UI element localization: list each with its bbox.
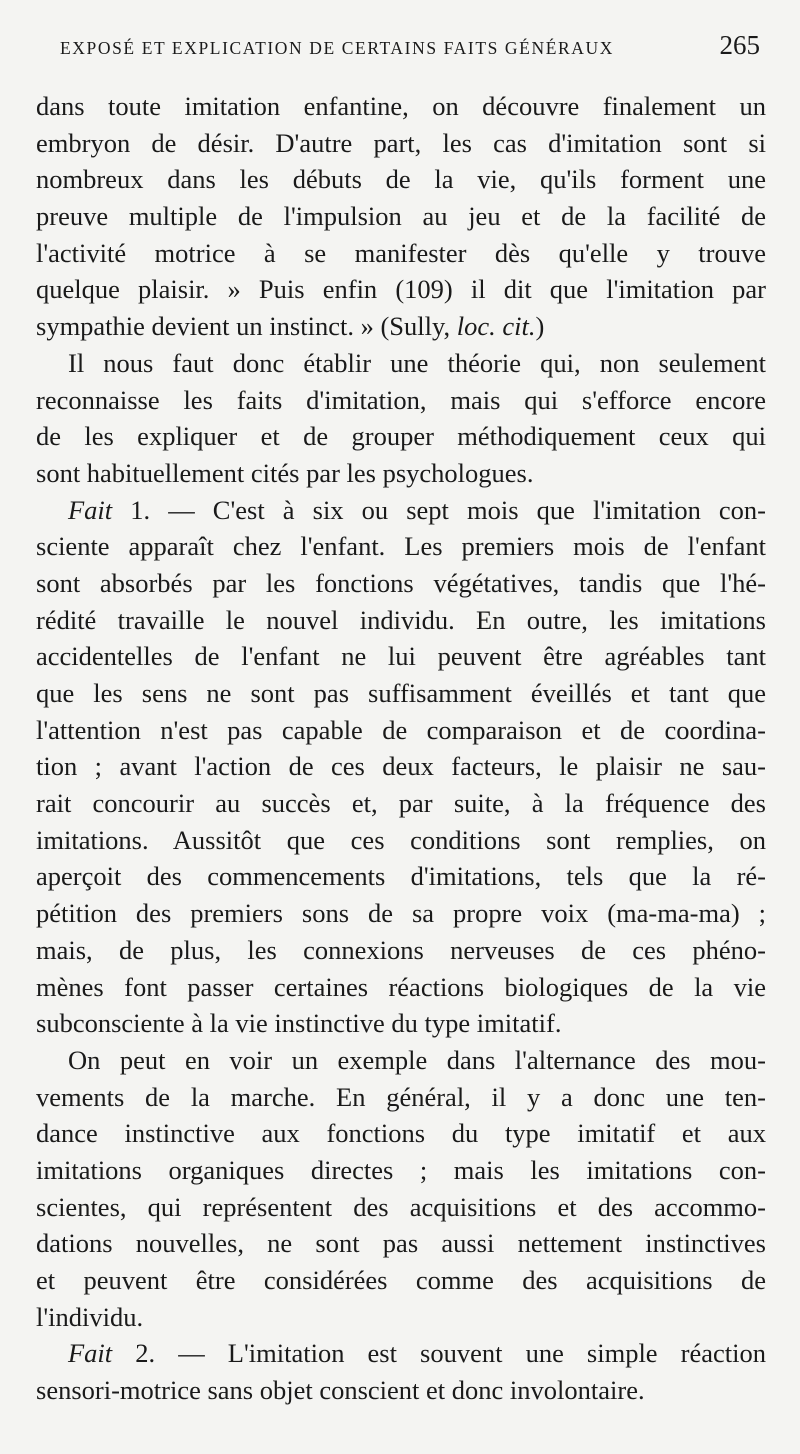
text-line: embryon de désir. D'autre part, les cas d'imitation sont si	[36, 127, 766, 158]
text-line: que les sens ne sont pas suffisamment éveillés et tant que	[36, 678, 766, 708]
text-line	[36, 308, 766, 345]
text-line: accidentelles de l'enfant ne lui peuvent être agréables tant	[36, 641, 766, 672]
text-line: rédité travaille le nouvel individu. En outre, les imitations	[36, 604, 766, 635]
text-line: scientes, qui représentent des acquisitions et des accommo-	[36, 1191, 766, 1222]
text-line: dance instinctive aux fonctions du type imitatif et aux	[36, 1118, 766, 1149]
text-line: preuve multiple de l'impulsion au jeu et de la facilité de	[36, 201, 766, 232]
text-line: et peuvent être considérées comme des acquisitions de	[36, 1265, 766, 1295]
text-line: sont absorbés par les fonctions végétatives, tandis que l'hé-	[36, 567, 766, 598]
text-line: quelque plaisir. » Puis enfin (109) il dit que l'imitation par	[36, 274, 766, 305]
text-line: tion ; avant l'action de ces deux facteurs, le plaisir ne sau-	[36, 751, 766, 782]
text-line: de les expliquer et de grouper méthodiquement ceux qui	[36, 421, 766, 452]
text-line: Il nous faut donc établir une théorie qui, non seulement	[68, 347, 766, 378]
text-line	[36, 492, 766, 529]
text-segment: sympathie devient un instinct. » (Sully,	[36, 311, 457, 342]
text-line: rait concourir au succès et, par suite, à la fréquence des	[36, 788, 766, 819]
text-line: On peut en voir un exemple dans l'alternance des mou-	[68, 1044, 766, 1075]
text-line: l'attention n'est pas capable de comparaison et de coordina-	[36, 714, 766, 745]
text-line: vements de la marche. En général, il y a donc une ten-	[36, 1081, 766, 1112]
citation-italic: loc. cit.	[456, 311, 536, 342]
text-line: mènes font passer certaines réactions biologiques de la vie	[36, 971, 766, 1002]
text-line: sont habituellement cités par les psychologues.	[36, 457, 534, 488]
text-segment: )	[535, 311, 545, 342]
text-segment: 2. — L'imitation est souvent une simple réaction	[112, 1338, 766, 1369]
fait-label: Fait	[68, 1338, 113, 1369]
page-header	[60, 30, 760, 70]
text-line: subconsciente à la vie instinctive du type imitatif.	[36, 1008, 562, 1039]
text-line: nombreux dans les débuts de la vie, qu'ils forment une	[36, 164, 766, 195]
text-line: reconnaisse les faits d'imitation, mais qui s'efforce encore	[36, 384, 766, 415]
text-line: l'individu.	[36, 1301, 144, 1332]
page-number: 265	[719, 30, 760, 60]
text-line: mais, de plus, les connexions nerveuses de ces phéno-	[36, 934, 766, 965]
text-line: pétition des premiers sons de sa propre voix (ma-ma-ma) ;	[36, 898, 766, 929]
body-text	[36, 88, 766, 1409]
text-line: imitations organiques directes ; mais les imitations con-	[36, 1154, 766, 1185]
text-line: l'activité motrice à se manifester dès qu'elle y trouve	[36, 237, 766, 268]
text-line: aperçoit des commencements d'imitations, tels que la ré-	[36, 861, 766, 892]
text-line	[36, 1335, 766, 1372]
text-line: sensori-motrice sans objet conscient et donc involontaire.	[36, 1375, 645, 1406]
text-line: sciente apparaît chez l'enfant. Les premiers mois de l'enfant	[36, 531, 766, 562]
running-head: EXPOSÉ ET EXPLICATION DE CERTAINS FAITS GÉNÉRAUX	[60, 38, 614, 58]
text-line: dations nouvelles, ne sont pas aussi nettement instinctives	[36, 1228, 766, 1259]
text-line: dans toute imitation enfantine, on découvre finalement un	[36, 91, 766, 121]
text-line: imitations. Aussitôt que ces conditions sont remplies, on	[36, 824, 766, 855]
text-segment: 1. — C'est à six ou sept mois que l'imitation con-	[112, 494, 766, 525]
fait-label: Fait	[68, 494, 113, 525]
